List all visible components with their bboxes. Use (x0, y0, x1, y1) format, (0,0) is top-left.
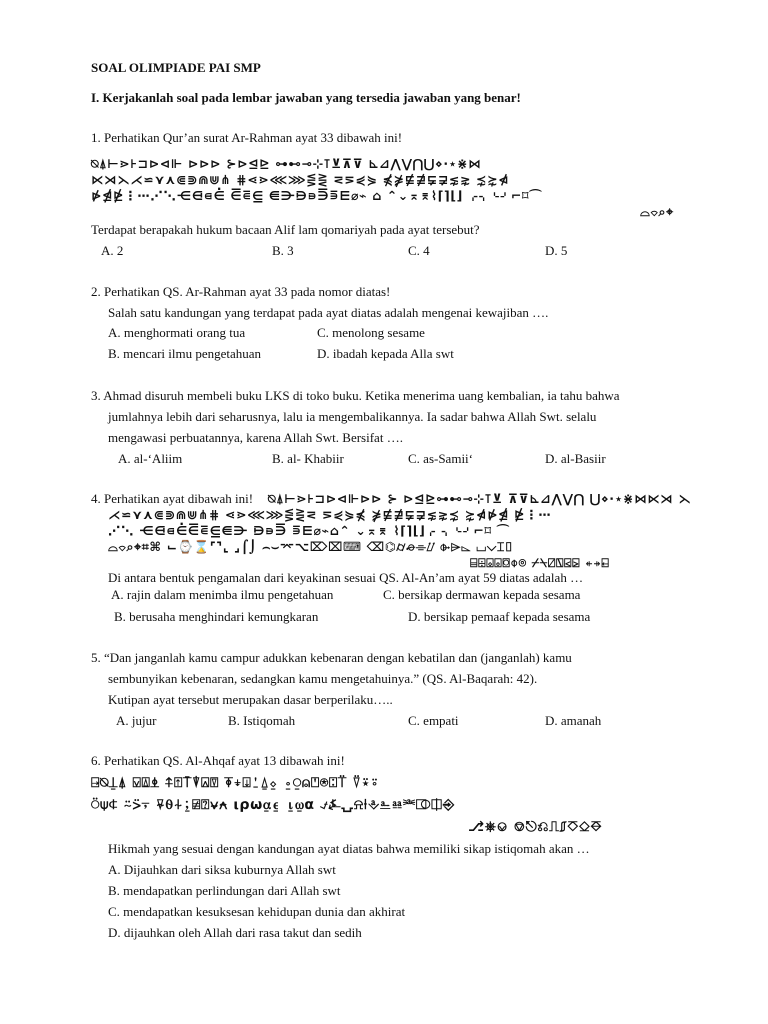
question-6-option-d: D. dijauhkan oleh Allah dari rasa takut dan sedih (108, 925, 362, 940)
question-6-arabic-line-3: ⎇⎈⎉ ⎊⎋⎌⎍⎎⎏⎐⎑ (468, 819, 603, 835)
question-1-arabic-line-2: ⋉⋊⋋⋌⋍⋎⋏⋐⋑⋒⋓⋔ ⋕⋖⋗⋘⋙⋚⋛ ⋜⋝⋞⋟ ⋠⋡⋢⋣⋤⋥⋦⋧ ⋨⋩⋪ (91, 172, 510, 187)
question-1-option-d: D. 5 (545, 243, 568, 258)
question-3-line-3: mengawasi perbuatannya, karena Allah Swt. Bersifat …. (108, 430, 403, 445)
document-title: SOAL OLIMPIADE PAI SMP (91, 60, 261, 75)
question-4-prompt: 4. Perhatikan ayat dibawah ini! (91, 491, 254, 506)
question-4-option-d: D. bersikap pemaaf kepada sesama (408, 609, 591, 624)
question-5-line-2: sembunyikan kebenaran, sedangkan kamu mengetahuinya.” (QS. Al-Baqarah: 42). (108, 671, 538, 686)
question-6-arabic-line-1: ⍈⍉⍊⍋ ⍌⍍⍎ ⍏⍐⍑⍒⍓⍔ ⍕⍖⍗⍘⍙⍚ ⍛⍜⍝⍞⍟⍠⍡ ⍢⍣⍤ (91, 775, 380, 791)
question-2-option-b: B. mencari ilmu pengetahuan (108, 346, 262, 361)
question-2-option-d: D. ibadah kepada Alla swt (317, 346, 454, 361)
question-3-option-c: C. as-Samii‘ (408, 451, 473, 466)
question-1-arabic-line-1: ⍉⍋⊢⋗⊦⊐⊳⊲⊩ ⊳⊳⊳ ⊱⊳⊴⊵ ⊶⊷⊸⊹⊺⊻⊼⊽ ⊾⊿⋀⋁⋂⋃⋄⋅⋆⋇⋈ (91, 156, 482, 171)
question-2-option-a: A. menghormati orang tua (108, 325, 246, 340)
question-2-prompt: 2. Perhatikan QS. Ar-Rahman ayat 33 pada nomor diatas! (91, 284, 391, 299)
question-4-arabic-line-2: ⋌⋍⋎⋏⋐⋑⋒⋓⋔⋕ ⋖⋗⋘⋙⋚⋛⋜ ⋝⋞⋟⋠ ⋡⋢⋣⋤⋥⋦⋧⋨ ⋩⋪⋫⋬ ⋭⋮⋯ (108, 507, 552, 522)
question-1-arabic-line-3: ⋫⋬⋭⋮⋯⋰⋱⋲⋳⋴⋵ ⋶⋷⋸ ⋹⋺⋻⋼⋽⋾⋿⌀⌁ ⌂ ⌃⌄⌅⌆⌇⌈⌉⌊⌋ ⌌⌍⌎⌏⌐⌑⌒ (91, 188, 543, 203)
question-6-prompt: 6. Perhatikan QS. Al-Ahqaf ayat 13 dibawah ini! (91, 753, 345, 768)
question-2-text: Salah satu kandungan yang terdapat pada ayat diatas adalah mengenai kewajiban …. (108, 305, 549, 320)
question-1-option-a: A. 2 (101, 243, 124, 258)
question-5-option-c: C. empati (408, 713, 459, 728)
question-6-arabic-line-2: ⍥⍦⍧ ⍨⍩⍪ ⍫⍬⍭⍮⍯⍰⍱⍲ ⍳⍴⍵⍶⍷ ⍸⍹⍺ ⍻⍼⍽⍾⍿⎀⎁⎂⎃⎄⎅⎆ (91, 797, 455, 813)
section-instruction: I. Kerjakanlah soal pada lembar jawaban yang tersedia jawaban yang benar! (91, 90, 521, 105)
question-4-arabic-line-3: ⋰⋱ ⋲⋳⋴⋵⋶⋷⋸⋹⋺ ⋻⋼⋽ ⋾⋿⌀⌁⌂⌃ ⌄⌅⌆ ⌇⌈⌉⌊⌋⌌ ⌍⌎⌏⌐⌑ ⌒ (108, 523, 510, 538)
question-5-line-1: 5. “Dan janganlah kamu campur adukkan kebenaran dengan kebatilan dan (janganlah) kamu (91, 650, 572, 665)
question-4-arabic-line-1: ⍉⍋⊢⋗⊦⊐⊳⊲⊩⊳⊳ ⊱ ⊳⊴⊵⊶⊷⊸⊹⊺⊻ ⊼⊽⊾⊿⋀⋁⋂ ⋃⋄⋅⋆⋇⋈⋉⋊ ⋋ (268, 491, 692, 506)
question-5-option-a: A. jujur (116, 713, 157, 728)
question-3-option-a: A. al-‘Aliim (118, 451, 183, 466)
question-3-option-d: D. al-Basiir (545, 451, 606, 466)
question-3-option-b: B. al- Khabiir (272, 451, 344, 466)
question-6-option-a: A. Dijauhkan dari siksa kuburnya Allah swt (108, 862, 336, 877)
question-4-text: Di antara bentuk pengamalan dari keyakinan sesuai QS. Al-An’am ayat 59 diatas adalah … (108, 570, 584, 585)
question-3-line-2: jumlahnya lebih dari seharusnya, lalu ia mengembalikannya. Ia sadar bahwa Allah Swt. selalu (108, 409, 597, 424)
question-6-option-c: C. mendapatkan kesuksesan kehidupan dunia dan akhirat (108, 904, 406, 919)
question-5-line-3: Kutipan ayat tersebut merupakan dasar berperilaku….. (108, 692, 393, 707)
question-4-arabic-line-5: ⌸⌹⌺⌻⌼⌽⌾ ⌿⍀⍁⍂⍃⍄ ⍅⍆⍇ (470, 555, 610, 570)
question-6-text: Hikmah yang sesuai dengan kandungan ayat diatas bahwa memiliki sikap istiqomah akan … (108, 841, 590, 856)
question-4-option-b: B. berusaha menghindari kemungkaran (114, 609, 319, 624)
question-3-line-1: 3. Ahmad disuruh membeli buku LKS di toko buku. Ketika menerima uang kembalian, ia tahu bahwa (91, 388, 620, 403)
question-1-prompt: 1. Perhatikan Qur’an surat Ar-Rahman ayat 33 dibawah ini! (91, 130, 403, 145)
question-5-option-b: B. Istiqomah (228, 713, 296, 728)
question-1-text: Terdapat berapakah hukum bacaan Alif lam qomariyah pada ayat tersebut? (91, 222, 480, 237)
question-1-option-b: B. 3 (272, 243, 294, 258)
question-2-option-c: C. menolong sesame (317, 325, 425, 340)
question-4-option-c: C. bersikap dermawan kepada sesama (383, 587, 581, 602)
question-5-option-d: D. amanah (545, 713, 602, 728)
question-4-option-a: A. rajin dalam menimba ilmu pengetahuan (111, 587, 334, 602)
question-1-option-c: C. 4 (408, 243, 430, 258)
question-6-option-b: B. mendapatkan perlindungan dari Allah swt (108, 883, 341, 898)
question-1-arabic-line-4: ⌓⌔⌕⌖ (640, 204, 674, 219)
question-4-arabic-line-4: ⌓⌔⌕⌖⌗⌘ ⌙⌚⌛⌜⌝⌞ ⌟⌠⌡ ⌢⌣⌤⌥⌦⌧⌨ ⌫⌬⌭⌮⌯⌰ ⌱⌲⌳ ⌴⌵⌶⌷ (108, 539, 514, 554)
